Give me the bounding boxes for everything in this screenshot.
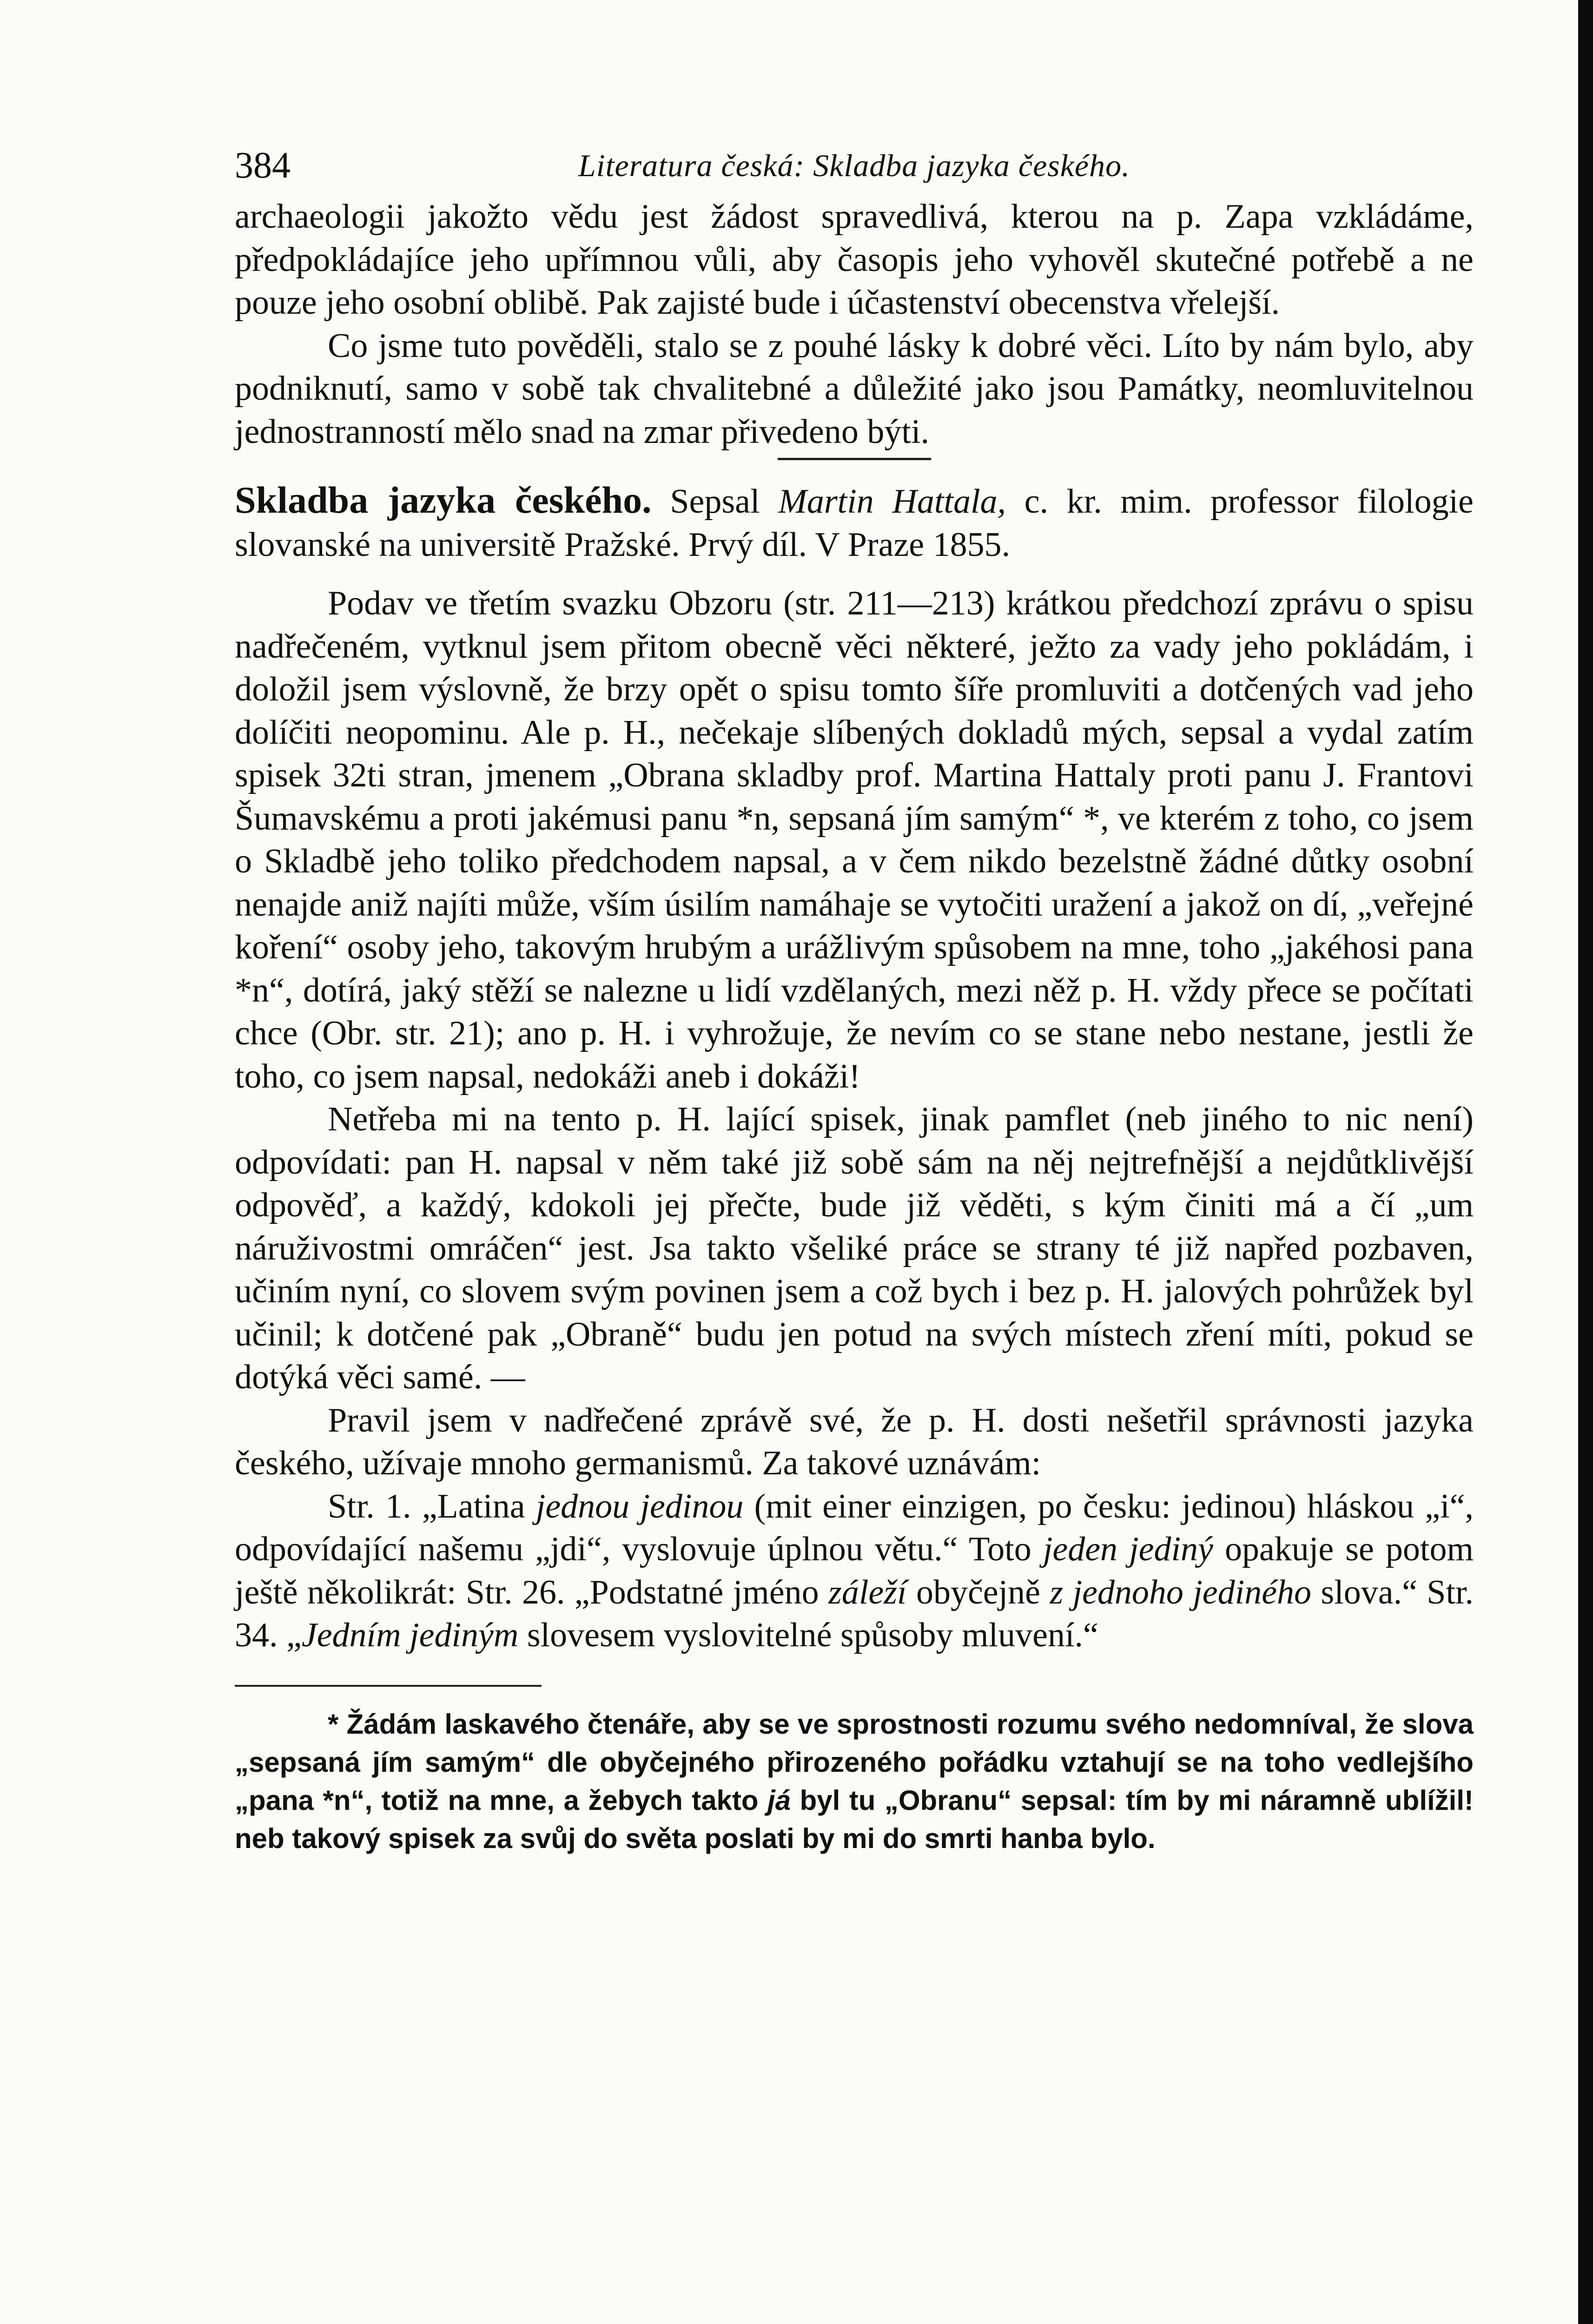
example-text-2: (mit einer einzigen, po česku: jedinou) hláskou „i“, odpovídající našemu „jdi“, vyslovuje úplnou větu.“ Toto bbox=[235, 1487, 1474, 1568]
example-text-5: slova.“ Str. 34. „ bbox=[235, 1573, 1474, 1654]
example-emphasis-3: záleží bbox=[828, 1573, 907, 1611]
example-text-6: slovesem vyslovitelné spůsoby mluvení.“ bbox=[527, 1616, 1098, 1654]
running-title: Literatura česká: Skladba jazyka českého. bbox=[578, 148, 1130, 183]
page-content bbox=[235, 139, 1474, 1858]
page-number: 384 bbox=[235, 145, 291, 186]
footnote-text-2: byl tu „Obranu“ sepsal: tím by mi náramně ublížil! neb takový spisek za svůj do světa poslati by mi do smrti hanba bylo. bbox=[235, 1784, 1474, 1854]
review-author: Martin Hattala, bbox=[778, 482, 1006, 521]
page-edge bbox=[1578, 0, 1593, 2324]
examples-paragraph bbox=[235, 1485, 1474, 1657]
review-details: c. kr. mim. professor filologie slovanské na universitě Pražské. Prvý díl. V Praze 1855. bbox=[235, 482, 1474, 564]
example-emphasis-5: Jedním jediným bbox=[301, 1616, 519, 1654]
footnote bbox=[235, 1705, 1474, 1858]
review-by: Sepsal bbox=[670, 482, 760, 521]
example-text-1: Str. 1. „Latina bbox=[328, 1487, 525, 1525]
example-emphasis-2: jeden jediný bbox=[1043, 1530, 1213, 1568]
review-heading bbox=[235, 479, 1474, 566]
review-title: Skladba jazyka českého. bbox=[235, 479, 652, 521]
footnote-divider bbox=[235, 1685, 542, 1687]
section-divider bbox=[778, 458, 931, 460]
example-emphasis-4: z jednoho jediného bbox=[1050, 1573, 1312, 1611]
intro-paragraph-2: Co jsme tuto pověděli, stalo se z pouhé lásky k dobré věci. Líto by nám bylo, aby podniknutí, samo v sobě tak chvalitebné a důležité jako jsou Památky, neomluvitelnou jednostranností mělo snad na zmar přivedeno býti. bbox=[235, 326, 1474, 451]
body-paragraph-1: Podav ve třetím svazku Obzoru (str. 211—213) krátkou předchozí zprávu o spisu nadřečeném, vytknul jsem přitom obecně věci některé, ježto za vady jeho pokládám, i doložil jsem výslovně, že brzy opět o spisu tomto šíře promluviti a dotčených vad jeho dolíčiti neopominu. Ale p. H., nečekaje slíbených dokladů mých, sepsal a vydal zatím spisek 32ti stran, jmenem „Obrana skladby prof. Martina Hattaly proti panu J. Frantovi Šumavskému a proti jakémusi panu *n, sepsaná jím samým“ *, ve kterém z toho, co jsem o Skladbě jeho toliko předchodem napsal, a v čem nikdo bezelstně žádné důtky osobní nenajde aniž najíti může, vším úsilím namáhaje se vytočiti uražení a jakož on dí, „veřejné koření“ osoby jeho, takovým hrubým a urážlivým spůsobem na mne, toho „jakéhosi pana *n“, dotírá, jaký stěží se nalezne u lidí vzdělaných, mezi něž p. H. vždy přece se počítati chce (Obr. str. 21); ano p. H. i vyhrožuje, že nevím co se stane nebo nestane, jestli že toho, co jsem napsal, nedokáži aneb i dokáži! bbox=[235, 584, 1474, 1096]
example-text-4: obyčejně bbox=[916, 1573, 1041, 1611]
body-paragraph-3: Pravil jsem v nadřečené zprávě své, že p. H. dosti nešetřil správnosti jazyka českého, užívaje mnoho germanismů. Za takové uznávám: bbox=[235, 1401, 1474, 1482]
example-text-3: opakuje se potom ještě několikrát: Str. 26. „Podstatné jméno bbox=[235, 1530, 1474, 1611]
page-header bbox=[235, 139, 1474, 195]
body-paragraph-2: Netřeba mi na tento p. H. lající spisek, jinak pamflet (neb jiného to nic není) odpovídati: pan H. napsal v něm také již sobě sám na něj nejtrefnější a nejdůtklivější odpověď, a každý, kdokoli jej přečte, bude již věděti, s kým činiti má a čí „um náruživostmi omráčen“ jest. Jsa takto všeliké práce se strany té již napřed pozbaven, učiním nyní, co slovem svým povinen jsem a což bych i bez p. H. jalových pohrůžek byl učinil; k dotčené pak „Obraně“ budu jen potud na svých místech zření míti, pokud se dotýká věci samé. — bbox=[235, 1100, 1474, 1396]
footnote-text-1: * Žádám laskavého čtenáře, aby se ve sprostnosti rozumu svého nedomníval, že slova „sepsaná jím samým“ dle obyčejného přirozeného pořádku vztahují se na toho vedlejšího „pana *n“, totiž na mne, a žebych takto bbox=[235, 1708, 1474, 1816]
footnote-paragraph bbox=[235, 1705, 1474, 1858]
intro-paragraph-1: archaeologii jakožto vědu jest žádost spravedlivá, kterou na p. Zapa vzkládáme, předpokládajíce jeho upřímnou vůli, aby časopis jeho vyhověl skutečné potřebě a ne pouze jeho osobní oblibě. Pak zajisté bude i účastenství obecenstva vřelejší. bbox=[235, 198, 1474, 322]
example-emphasis-1: jednou jedinou bbox=[535, 1487, 744, 1525]
footnote-emphasis: já bbox=[767, 1784, 791, 1816]
